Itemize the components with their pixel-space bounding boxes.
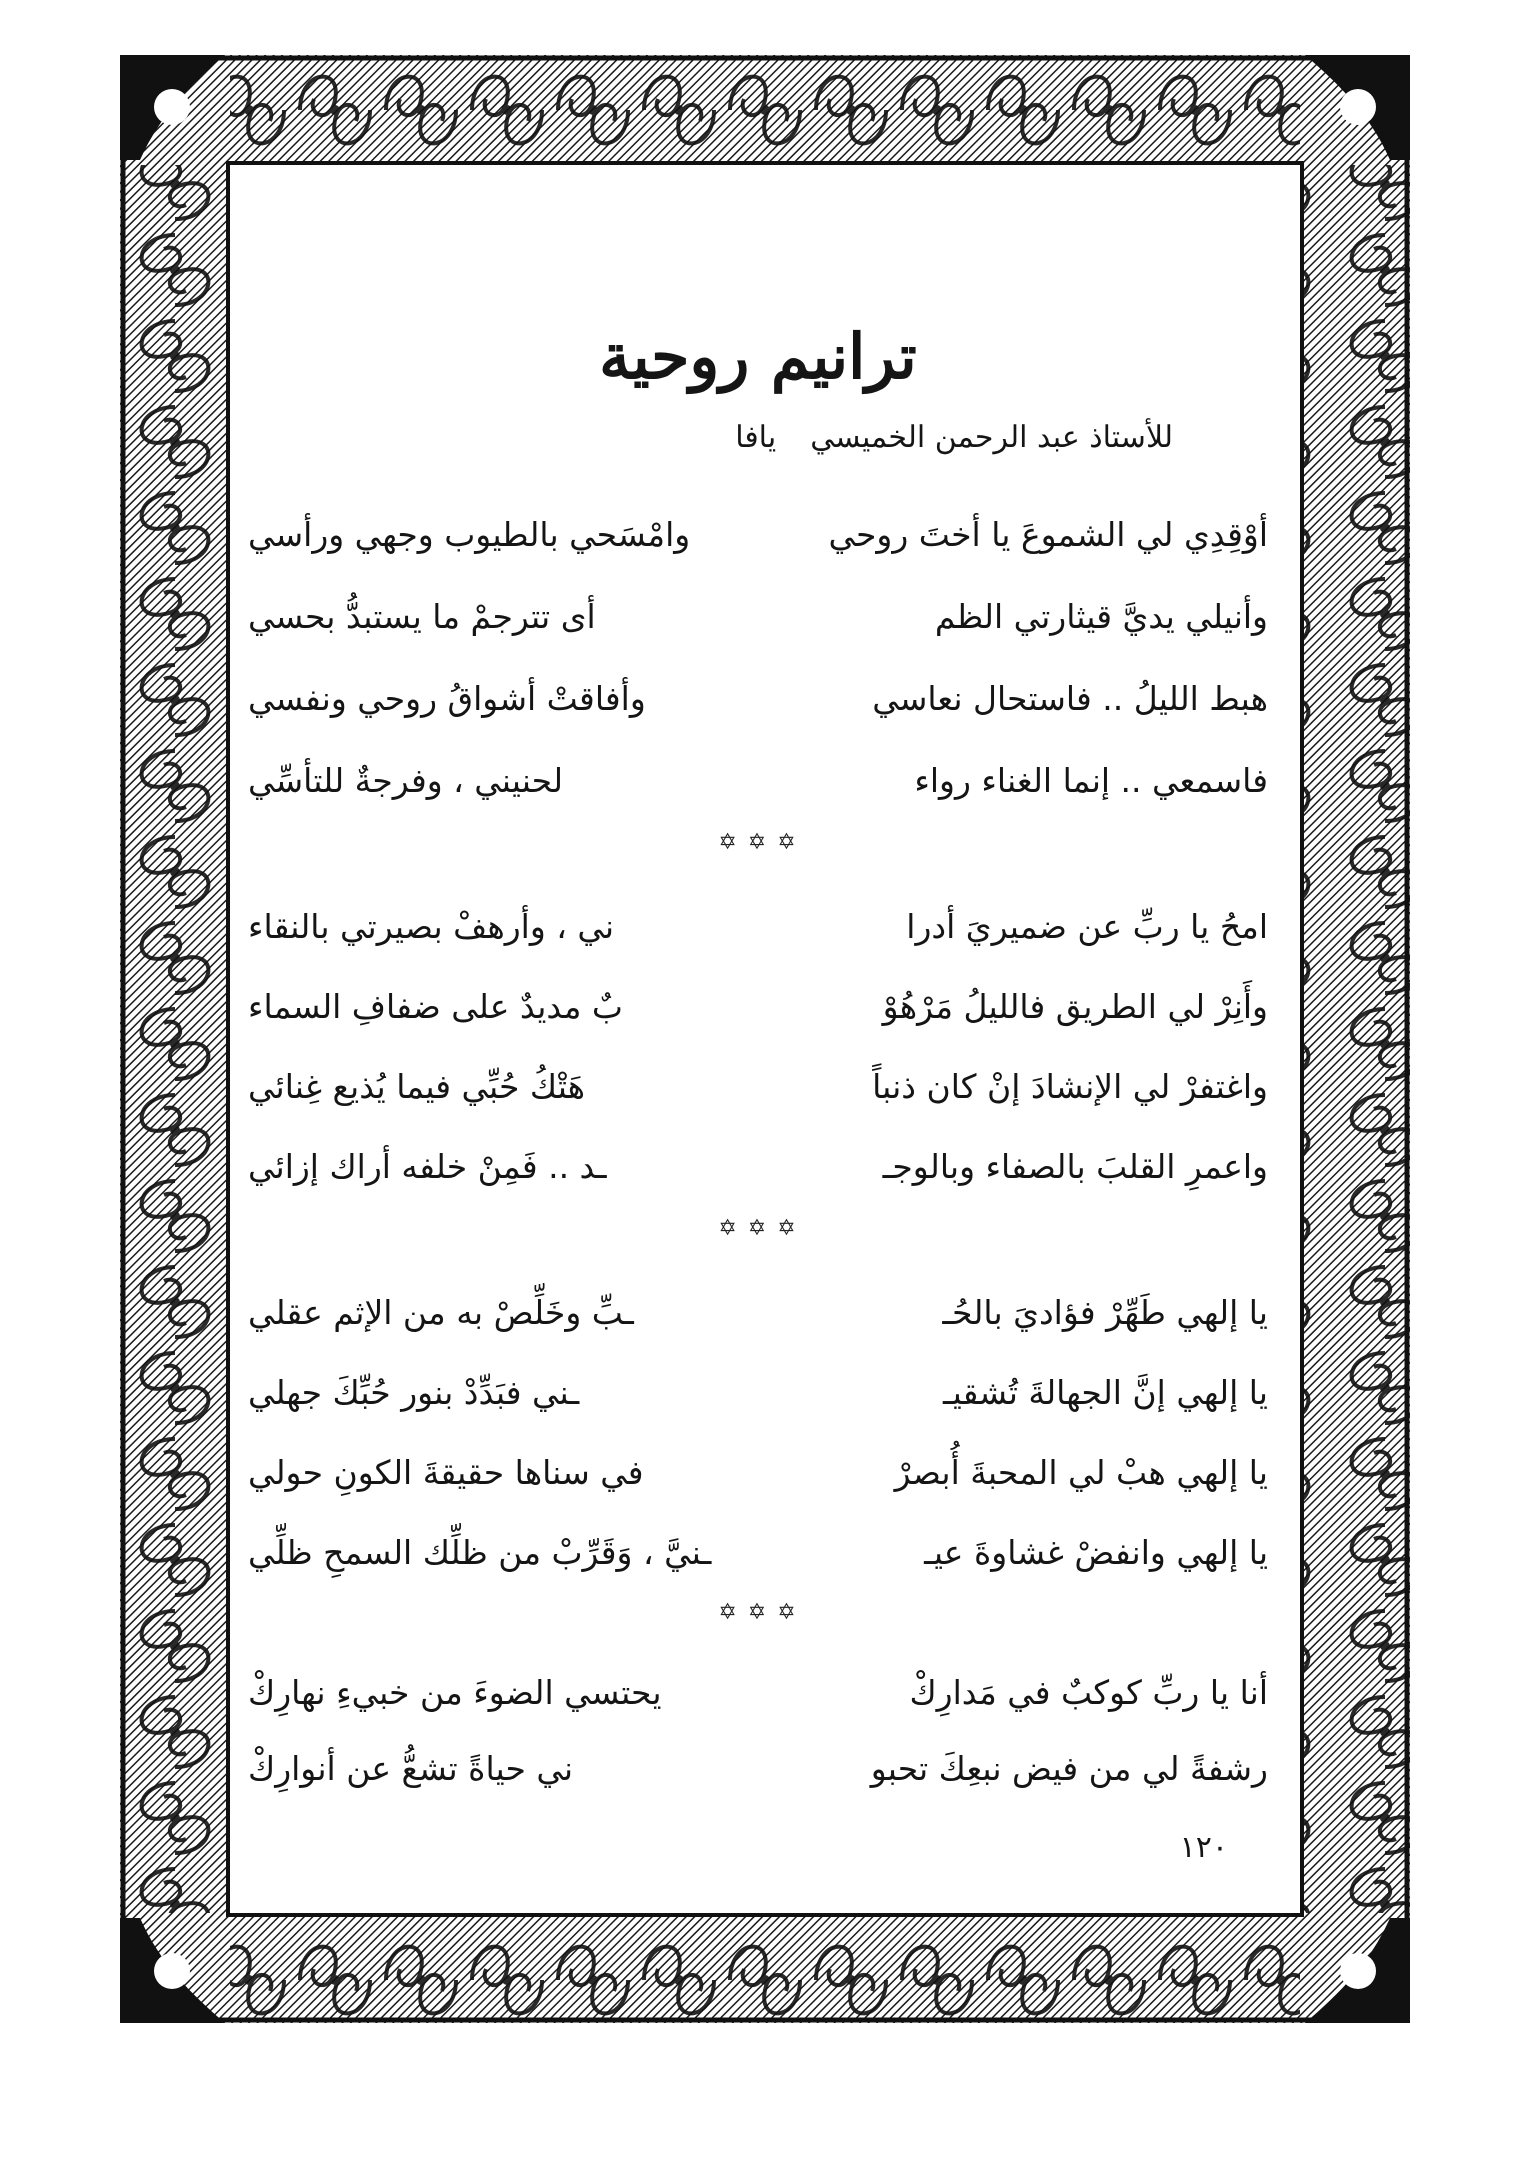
verse <box>248 1658 1268 1728</box>
verse-second-half: هَتْكُ حُبِّي فيما يُذيع غِنائي <box>248 1067 586 1106</box>
verse-first-half: أوْقِدِي لي الشموعَ يا أختَ روحي <box>828 515 1268 554</box>
verse <box>248 1052 1268 1122</box>
verse-first-half: يا إلهي وانفضْ غشاوةَ عيـ <box>924 1533 1268 1572</box>
verse-second-half: أى تترجمْ ما يستبدُّ بحسي <box>248 597 596 636</box>
verse-second-half: ني ، وأرهفْ بصيرتي بالنقاء <box>248 907 615 946</box>
page-number: ١٢٠ <box>1179 1830 1228 1865</box>
stanza-separator: ✡ ✡ ✡ <box>718 1600 798 1625</box>
verse <box>248 892 1268 962</box>
verse-second-half: يحتسي الضوءَ من خبيءِ نهارِكْ <box>248 1673 662 1712</box>
verse <box>248 1734 1268 1804</box>
verse-first-half: هبط الليلُ .. فاستحال نعاسي <box>872 679 1268 718</box>
verse-second-half: بٌ مديدٌ على ضفافِ السماء <box>248 987 623 1026</box>
verse-second-half: ـنيَّ ، وَقَرِّبْ من ظلِّك السمحِ ظلِّي <box>248 1533 712 1572</box>
author-place: يافا <box>735 420 777 455</box>
verse <box>248 1278 1268 1348</box>
verse <box>248 972 1268 1042</box>
verse-second-half: ـد .. فَمِنْ خلفه أراك إزائي <box>248 1147 607 1186</box>
verse-first-half: واغتفرْ لي الإنشادَ إنْ كان ذنباً <box>872 1067 1268 1106</box>
verse-first-half: يا إلهي إنَّ الجهالةَ تُشقيـ <box>942 1373 1268 1412</box>
author-name: للأستاذ عبد الرحمن الخميسي <box>810 420 1173 455</box>
verse <box>248 1518 1268 1588</box>
verse <box>248 746 1268 816</box>
byline <box>735 420 1173 455</box>
verse-second-half: وأفاقتْ أشواقُ روحي ونفسي <box>248 679 646 718</box>
verse-first-half: يا إلهي طَهِّرْ فؤاديَ بالحُـ <box>942 1293 1268 1332</box>
verse-first-half: واعمرِ القلبَ بالصفاء وبالوجـ <box>882 1147 1268 1186</box>
verse-first-half: يا إلهي هبْ لي المحبةَ أُبصرْ <box>894 1453 1268 1492</box>
verse-first-half: وأنيلي يديَّ قيثارتي الظم <box>934 597 1268 636</box>
verse <box>248 582 1268 652</box>
verse-first-half: وأَنِرْ لي الطريق فالليلُ مَرْهُوْ <box>882 987 1268 1026</box>
verse-first-half: أنا يا ربِّ كوكبٌ في مَدارِكْ <box>909 1673 1268 1712</box>
poem-title: ترانيم روحية <box>599 320 917 393</box>
verse <box>248 664 1268 734</box>
verse-second-half: في سناها حقيقةَ الكونِ حولي <box>248 1453 644 1492</box>
verse-second-half: ـني فبَدِّدْ بنور حُبِّكَ جهلي <box>248 1373 580 1412</box>
verse-second-half: ني حياةً تشعُّ عن أنوارِكْ <box>248 1749 574 1788</box>
verse <box>248 1438 1268 1508</box>
verse-second-half: ـبِّ وخَلِّصْ به من الإثم عقلي <box>248 1293 634 1332</box>
stanza-separator: ✡ ✡ ✡ <box>718 1216 798 1241</box>
verse-first-half: فاسمعي .. إنما الغناء رواء <box>914 761 1268 800</box>
verse <box>248 500 1268 570</box>
verse-first-half: رشفةً لي من فيض نبعِكَ تحبو <box>870 1749 1268 1788</box>
verse <box>248 1358 1268 1428</box>
page-content <box>248 260 1268 1920</box>
verse-second-half: لحنيني ، وفرجةٌ للتأسِّي <box>248 761 564 800</box>
verse-first-half: امحُ يا ربِّ عن ضميريَ أدرا <box>906 907 1268 946</box>
verse <box>248 1132 1268 1202</box>
verse-second-half: وامْسَحي بالطيوب وجهي ورأسي <box>248 515 691 554</box>
stanza-separator: ✡ ✡ ✡ <box>718 830 798 855</box>
